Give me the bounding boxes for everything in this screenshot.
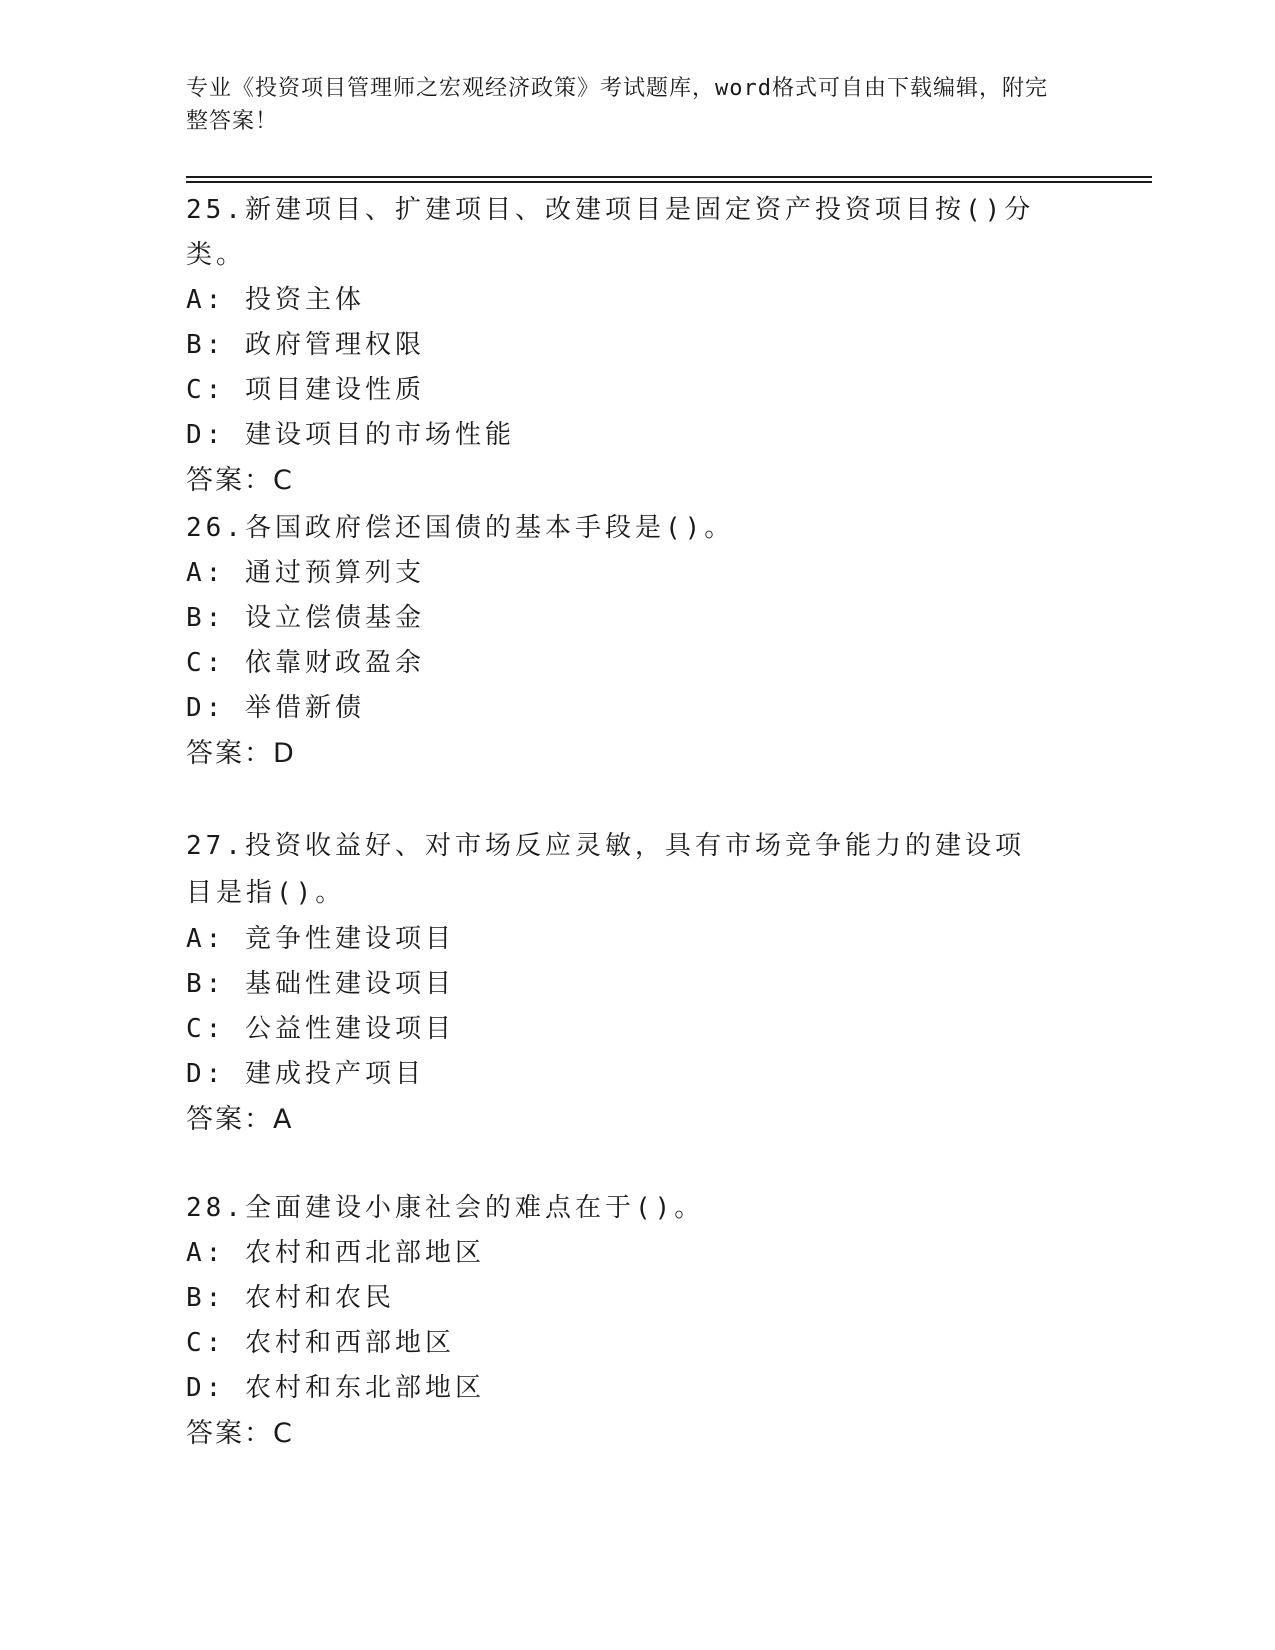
question-text: 26.各国政府偿还国债的基本手段是()。 <box>186 513 735 543</box>
option-a: A: 通过预算列支 <box>186 558 425 588</box>
question-28 <box>186 1186 1086 1457</box>
option-a: A: 农村和西北部地区 <box>186 1238 485 1268</box>
document-intro: 专业《投资项目管理师之宏观经济政策》考试题库，word格式可自由下载编辑，附完整答案！ <box>186 76 1048 134</box>
option-c: C: 农村和西部地区 <box>186 1328 455 1358</box>
header-divider-bottom <box>186 181 1152 183</box>
answer-line: 答案：D <box>186 738 296 769</box>
answer-line: 答案：A <box>186 1104 294 1135</box>
question-text: 27.投资收益好、对市场反应灵敏，具有市场竞争能力的建设项目是指()。 <box>186 831 1025 908</box>
option-b: B: 政府管理权限 <box>186 330 425 360</box>
option-d: D: 举借新债 <box>186 693 365 723</box>
option-b: B: 设立偿债基金 <box>186 603 425 633</box>
question-text: 25.新建项目、扩建项目、改建项目是固定资产投资项目按()分类。 <box>186 195 1035 270</box>
question-27 <box>186 823 1086 1143</box>
question-text: 28.全面建设小康社会的难点在于()。 <box>186 1193 705 1223</box>
option-c: C: 项目建设性质 <box>186 375 425 405</box>
option-d: D: 建设项目的市场性能 <box>186 420 515 450</box>
option-d: D: 建成投产项目 <box>186 1059 425 1089</box>
option-a: A: 竞争性建设项目 <box>186 924 455 954</box>
option-b: B: 农村和农民 <box>186 1283 395 1313</box>
answer-line: 答案：C <box>186 1418 294 1449</box>
option-c: C: 公益性建设项目 <box>186 1014 455 1044</box>
option-d: D: 农村和东北部地区 <box>186 1373 485 1403</box>
question-25 <box>186 188 1086 504</box>
question-26 <box>186 506 1086 777</box>
header-divider-top <box>186 176 1152 178</box>
option-a: A: 投资主体 <box>186 285 365 315</box>
option-c: C: 依靠财政盈余 <box>186 648 425 678</box>
option-b: B: 基础性建设项目 <box>186 969 455 999</box>
answer-line: 答案：C <box>186 465 294 496</box>
